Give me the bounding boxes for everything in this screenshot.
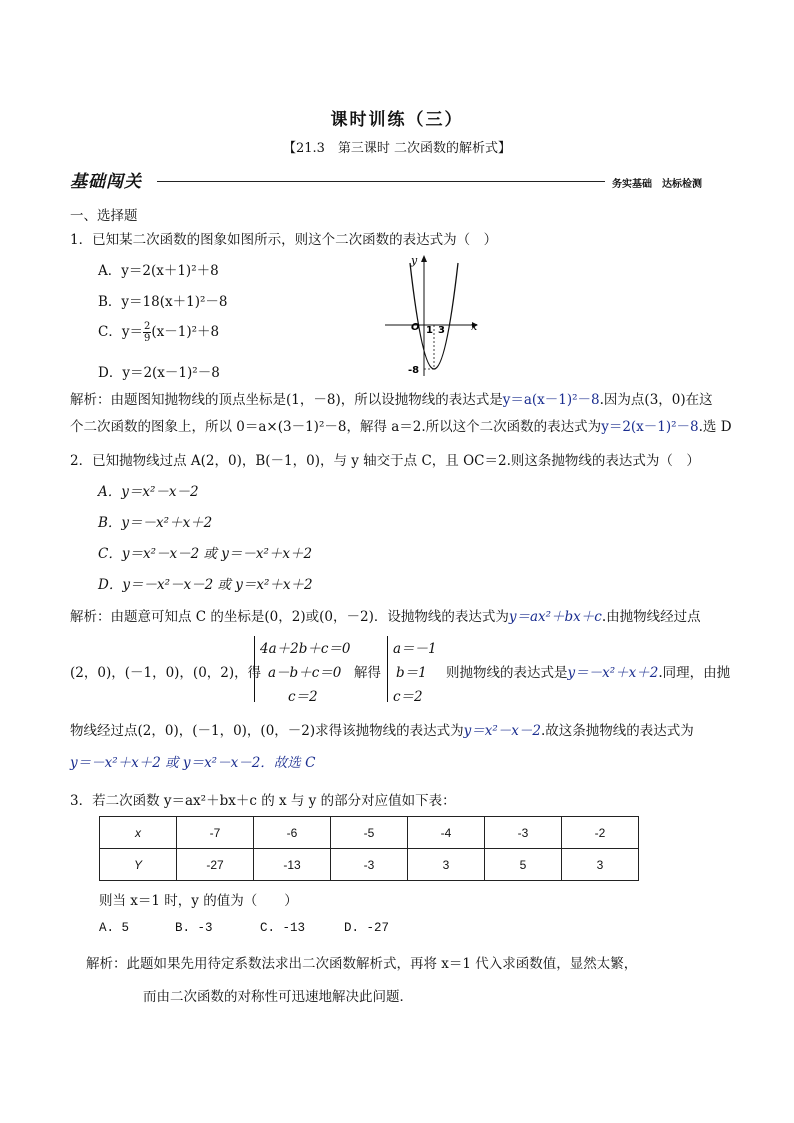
- system2-eq3: c＝2: [393, 689, 423, 705]
- system1-eq3: c＝2: [288, 689, 318, 705]
- table-cell: 3: [562, 849, 639, 881]
- system1-eq1: 4a＋2b＋c＝0: [260, 641, 351, 657]
- formula: y＝2(x－1)²－8: [601, 419, 699, 435]
- q1-option-c-prefix: C．y＝: [98, 324, 143, 340]
- table-cell: x: [100, 817, 177, 849]
- formula: y＝ax²＋bx＋c: [508, 609, 602, 625]
- fraction-numerator: 2: [143, 321, 151, 332]
- text: .因为点(3，0)在这: [599, 392, 713, 408]
- table-cell: -3: [485, 817, 562, 849]
- system-solve-label: 解得: [354, 665, 381, 681]
- section-banner-label: 基础闯关: [70, 172, 142, 192]
- q2-option-b[interactable]: B．y＝－x²＋x＋2: [98, 515, 213, 531]
- q1-stem: 1．已知某二次函数的图象如图所示，则这个二次函数的表达式为（ ）: [70, 232, 498, 248]
- q1-option-c[interactable]: [98, 320, 219, 344]
- q3-option-a[interactable]: A. 5: [99, 921, 130, 935]
- q3-analysis-line2: 而由二次函数的对称性可迅速地解决此问题．: [143, 989, 413, 1005]
- q3-option-c[interactable]: C. -13: [260, 921, 306, 935]
- q1-parabola-graph: [380, 250, 490, 380]
- text: 个二次函数的图象上，所以 0＝a×(3－1)²－8，解得 a＝2.所以这个二次函数的表达式为: [70, 419, 602, 435]
- table-cell: -6: [254, 817, 331, 849]
- system-brace-2: [387, 636, 388, 702]
- table-row: [100, 817, 639, 849]
- table-cell: 3: [408, 849, 485, 881]
- q3-value-table: [99, 816, 639, 881]
- q1-analysis-line1: [70, 388, 713, 408]
- q2-system-suffix: [446, 661, 730, 681]
- text: .同理，由抛: [658, 665, 731, 681]
- table-cell: -27: [177, 849, 254, 881]
- system2-eq2: b＝1: [396, 665, 427, 681]
- x-axis-label: x: [471, 320, 478, 333]
- tick-label-3: 3: [438, 325, 445, 336]
- text: 则抛物线的表达式是: [446, 665, 568, 681]
- banner-divider: [157, 181, 605, 182]
- text: 物线经过点(2，0)，(－1，0)，(0，－2)求得该抛物线的表达式为: [70, 723, 464, 739]
- table-cell: -4: [408, 817, 485, 849]
- q2-option-c[interactable]: C．y＝x²－x－2 或 y＝－x²＋x＋2: [98, 546, 313, 562]
- formula: y＝－x²＋x＋2: [567, 665, 659, 681]
- table-cell: -7: [177, 817, 254, 849]
- q2-stem: 2．已知抛物线过点 A(2，0)，B(－1，0)，与 y 轴交于点 C，且 OC＝2.则这条抛物线的表达式为（ ）: [70, 453, 700, 469]
- text: .由抛物线经过点: [601, 609, 701, 625]
- formula: y＝a(x－1)²－8: [502, 392, 600, 408]
- system-brace-1: [254, 636, 255, 702]
- q1-option-d[interactable]: D．y＝2(x－1)²－8: [98, 365, 220, 381]
- fraction-denominator: 9: [143, 333, 151, 344]
- q1-option-c-suffix: (x－1)²＋8: [151, 324, 220, 340]
- table-cell: -2: [562, 817, 639, 849]
- q3-question: 则当 x＝1 时，y 的值为（ ）: [99, 893, 298, 909]
- system2-eq1: a＝－1: [393, 641, 437, 657]
- table-cell: -5: [331, 817, 408, 849]
- q2-analysis-line4: y＝－x²＋x＋2 或 y＝x²－x－2．故选 C: [70, 755, 316, 771]
- system1-eq2: a－b＋c＝0: [268, 665, 342, 681]
- y-axis-arrow: [421, 255, 427, 262]
- table-cell: 5: [485, 849, 562, 881]
- q1-analysis-line2: [70, 415, 732, 435]
- formula: y＝x²－x－2: [463, 723, 541, 739]
- q2-system-prefix: (2，0)，(－1，0)，(0，2)，得: [70, 665, 262, 681]
- q2-analysis-line3: [70, 719, 694, 739]
- y-axis-label: y: [411, 254, 418, 267]
- text: .选 D: [698, 419, 732, 435]
- q2-option-a[interactable]: A．y＝x²－x－2: [98, 484, 199, 500]
- q3-option-b[interactable]: B. -3: [175, 921, 213, 935]
- table-cell: Y: [100, 849, 177, 881]
- text: 解析：由题意可知点 C 的坐标是(0，2)或(0，－2)．设抛物线的表达式为: [70, 609, 509, 625]
- section-heading: 一、选择题: [70, 208, 138, 224]
- text: 解析：由题图知抛物线的顶点坐标是(1，－8)，所以设抛物线的表达式是: [70, 392, 503, 408]
- page-subtitle: 【21.3 第三课时 二次函数的解析式】: [282, 141, 512, 156]
- q3-stem: 3．若二次函数 y＝ax²＋bx＋c 的 x 与 y 的部分对应值如下表：: [70, 793, 456, 809]
- q1-option-a[interactable]: A．y＝2(x＋1)²＋8: [98, 263, 219, 279]
- q2-option-d[interactable]: D．y＝－x²－x－2 或 y＝x²＋x＋2: [98, 577, 313, 593]
- table-cell: -3: [331, 849, 408, 881]
- tick-label-minus8: -8: [408, 365, 420, 376]
- origin-label: O: [411, 322, 420, 333]
- table-row: [100, 849, 639, 881]
- banner-tagline: 务实基础 达标检测: [612, 179, 702, 190]
- page-title: 课时训练（三）: [330, 110, 464, 130]
- q3-analysis-line1: 解析：此题如果先用待定系数法求出二次函数解析式，再将 x＝1 代入求函数值，显然太繁，: [86, 956, 638, 972]
- tick-label-1: 1: [426, 325, 433, 336]
- table-cell: -13: [254, 849, 331, 881]
- text: .故这条抛物线的表达式为: [541, 723, 694, 739]
- q3-option-d[interactable]: D. -27: [344, 921, 390, 935]
- q1-option-b[interactable]: B．y＝18(x＋1)²－8: [98, 294, 228, 310]
- q2-analysis-line1: [70, 605, 701, 625]
